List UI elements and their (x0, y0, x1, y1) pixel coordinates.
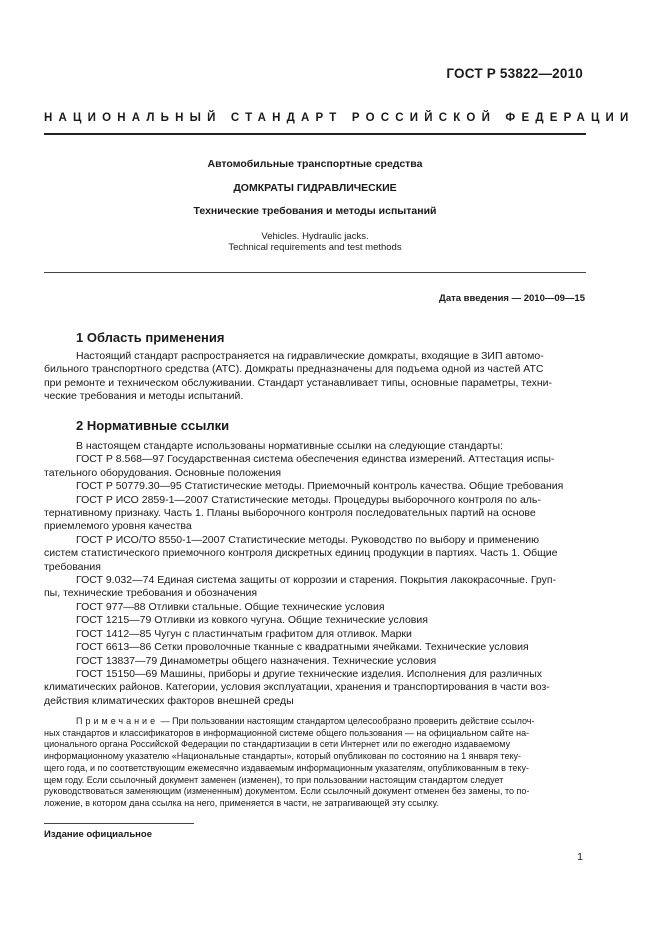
reference-line: тательного оборудования. Основные положения (44, 466, 282, 479)
text-line: Настоящий стандарт распространяется на гидравлические домкраты, входящие в ЗИП автомо- (76, 350, 544, 362)
reference-line: требования (44, 560, 101, 573)
note-line: ционального органа Российской Федерации по стандартизации в сети Интернет или по ежегодно издаваемому (44, 739, 511, 750)
title-english-2: Technical requirements and test methods (228, 242, 402, 253)
reference-line: ГОСТ 13837—79 Динамометры общего назначения. Технические условия (76, 654, 437, 667)
note-line: руководствоваться заменяющим (измененным) документом. Если ссылочный документ отменен без замены, то по- (44, 786, 530, 797)
page-number: 1 (577, 851, 583, 863)
reference-line: ГОСТ Р 8.568—97 Государственная система обеспечения единства измерений. Аттестация испы- (76, 453, 555, 466)
reference-line: ГОСТ Р ИСО 2859-1—2007 Статистические методы. Процедуры выборочного контроля по аль- (76, 493, 541, 506)
note-line: ложение, в котором дана ссылка на него, применяется в части, не затрагивающей эту ссылку. (44, 797, 439, 808)
note-text: — При пользовании настоящим стандартом целесообразно проверить действие ссылоч- (158, 716, 535, 726)
reference-line: тернативному признаку. Часть 1. Планы выборочного контроля последовательных партий на основе (44, 507, 536, 520)
note-label: Примечание (76, 716, 159, 726)
reference-line: ГОСТ 1412—85 Чугун с пластинчатым графитом для отливок. Марки (76, 627, 412, 640)
section-1-body (44, 350, 586, 404)
note-line (44, 716, 586, 728)
section-2-heading: 2 Нормативные ссылки (76, 418, 230, 433)
gost-number: ГОСТ Р 53822—2010 (446, 66, 583, 81)
reference-line: ГОСТ 15150—69 Машины, приборы и другие технические изделия. Исполнения для различных (76, 667, 543, 680)
title-rule (44, 272, 586, 273)
text-line: при ремонте и техническом обслуживании. Стандарт устанавливает типы, основные параметры, техни- (44, 376, 552, 389)
reference-line: пы, технические требования и обозначения (44, 587, 258, 600)
note-block (44, 716, 586, 810)
section-2-body (44, 440, 586, 708)
reference-line: ГОСТ Р ИСО/ТО 8550-1—2007 Статистические методы. Руководство по выбору и применению (76, 533, 539, 546)
note-line: ных стандартов и классификаторов в информационной системе общего пользования — на официальном сайте на- (44, 727, 530, 738)
reference-line: климатических районов. Категории, условия эксплуатации, хранения и транспортирования в части воз- (44, 681, 550, 694)
title-english-1: Vehicles. Hydraulic jacks. (261, 231, 369, 242)
reference-line: ГОСТ 977—88 Отливки стальные. Общие технические условия (76, 600, 385, 613)
reference-line: систем статистического приемочного контроля дискретных единиц продукции в партиях. Часть 1. Общие (44, 547, 558, 560)
introduction-date: Дата введения — 2010—09—15 (439, 293, 585, 304)
section-1-heading: 1 Область применения (76, 330, 225, 345)
text-line: В настоящем стандарте использованы нормативные ссылки на следующие стандарты: (76, 440, 503, 452)
text-line: бильного транспортного средства (АТС). Домкраты предназначены для подъема одной из частей АТС (44, 363, 544, 376)
reference-line: ГОСТ Р 50779.30—95 Статистические методы. Приемочный контроль качества. Общие требования (76, 480, 564, 493)
reference-line: действия климатических факторов внешней среды (44, 694, 294, 707)
reference-line: приемлемого уровня качества (44, 520, 192, 533)
text-line: ческие требования и методы испытаний. (44, 390, 244, 403)
footer-rule (44, 823, 194, 824)
official-edition-label: Издание официальное (44, 829, 152, 840)
reference-line: ГОСТ 1215—79 Отливки из ковкого чугуна. Общие технические условия (76, 614, 428, 627)
reference-line: ГОСТ 9.032—74 Единая система защиты от коррозии и старения. Покрытия лакокрасочные. Груп- (76, 574, 557, 587)
note-line: информационному указателю «Национальные стандарты», который опубликован по состоянию на 1 января теку- (44, 751, 522, 762)
title-line-1: Автомобильные транспортные средства (207, 158, 423, 170)
title-line-2: ДОМКРАТЫ ГИДРАВЛИЧЕСКИЕ (233, 182, 397, 194)
reference-line: ГОСТ 6613—86 Сетки проволочные тканные с квадратными ячейками. Технические условия (76, 641, 529, 654)
note-line: щего года, и по соответствующим ежемесячно издаваемым информационным указателям, опубликованным в теку- (44, 762, 529, 773)
note-line: щем году. Если ссылочный документ заменен (изменен), то при пользовании настоящим стандартом следует (44, 774, 504, 785)
national-standard-banner: НАЦИОНАЛЬНЫЙ СТАНДАРТ РОССИЙСКОЙ ФЕДЕРАЦИИ (44, 112, 635, 124)
top-rule (44, 133, 586, 135)
title-line-3: Технические требования и методы испытаний (193, 205, 437, 217)
